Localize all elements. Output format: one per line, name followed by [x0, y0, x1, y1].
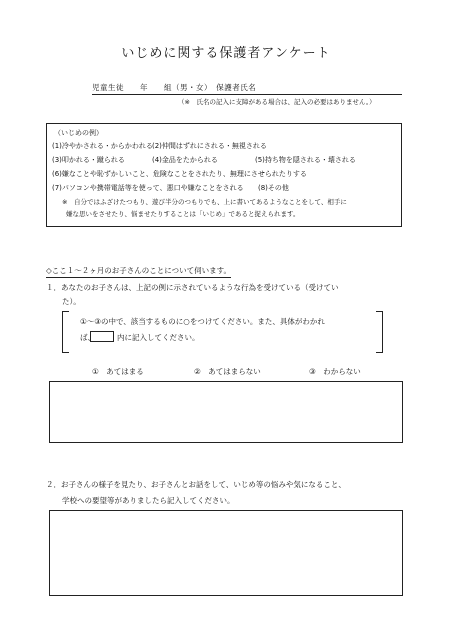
question1-instruction-suffix: 内に記入してください。	[117, 333, 200, 342]
question2-line1: ２．お子さんの様子を見たり、お子さんとお話をして、いじめ等の悩みや気になること、	[46, 480, 346, 489]
example-item: (3)叩かれる・蹴られる	[52, 156, 125, 164]
example-item: (5)持ち物を隠される・壊される	[255, 156, 356, 164]
example-item: (2)仲間はずれにされる・無視される	[152, 142, 267, 150]
question1-answer-box[interactable]	[49, 381, 403, 443]
option-not-applies[interactable]: ② あてはまらない	[194, 367, 261, 376]
option-applies[interactable]: ① あてはまる	[92, 367, 144, 376]
option-unknown[interactable]: ③ わからない	[309, 367, 361, 376]
page-title: いじめに関する保護者アンケート	[121, 46, 331, 61]
section-heading: ◇ここ１～２ヶ月のお子さんのことについて伺います。	[46, 265, 231, 278]
example-item: (8)その他	[258, 184, 289, 192]
question2-line2: 学校への要望等がありましたら記入してください。	[62, 496, 235, 505]
question1-instruction-prefix: ば、	[80, 333, 95, 342]
examples-note-line1: ※ 自分ではふざけたつもり、遊び半分のつもりでも、上に書いてあるようなことをして、相手に	[62, 198, 347, 206]
question1-instruction-line1: ①～③の中で、該当するものに○をつけてください。また、具体がわかれ	[80, 317, 325, 326]
question1-line1: １．あなたのお子さんは、上記の例に示されているような行為を受けている（受けてい	[46, 283, 339, 292]
student-guardian-line: 児童生徒 年 組（男・女） 保護者氏名	[92, 83, 257, 92]
name-underline	[92, 94, 402, 95]
example-item: (7)パソコンや携帯電話等を使って、悪口や嫌なことをされる	[52, 184, 244, 192]
inline-box-sample	[90, 331, 114, 342]
example-item: (6)嫌なことや恥ずかしいこと、危険なことをされたり、無理にさせられたりする	[52, 170, 307, 178]
examples-note-line2: 嫌な思いをさせたり、悩ませたりすることは「いじめ」であると捉えられます。	[66, 210, 300, 218]
example-item: (4)金品をたかられる	[152, 156, 218, 164]
question2-answer-box[interactable]	[49, 510, 403, 596]
question1-line2: た）。	[62, 297, 81, 306]
examples-title: （いじめの例）	[54, 129, 103, 137]
right-bracket	[376, 311, 383, 353]
left-bracket	[62, 311, 69, 353]
example-item: (1)冷やかされる・からかわれる	[52, 142, 153, 150]
name-note: （※ 氏名の記入に支障がある場合は、記入の必要はありません。）	[178, 98, 376, 106]
